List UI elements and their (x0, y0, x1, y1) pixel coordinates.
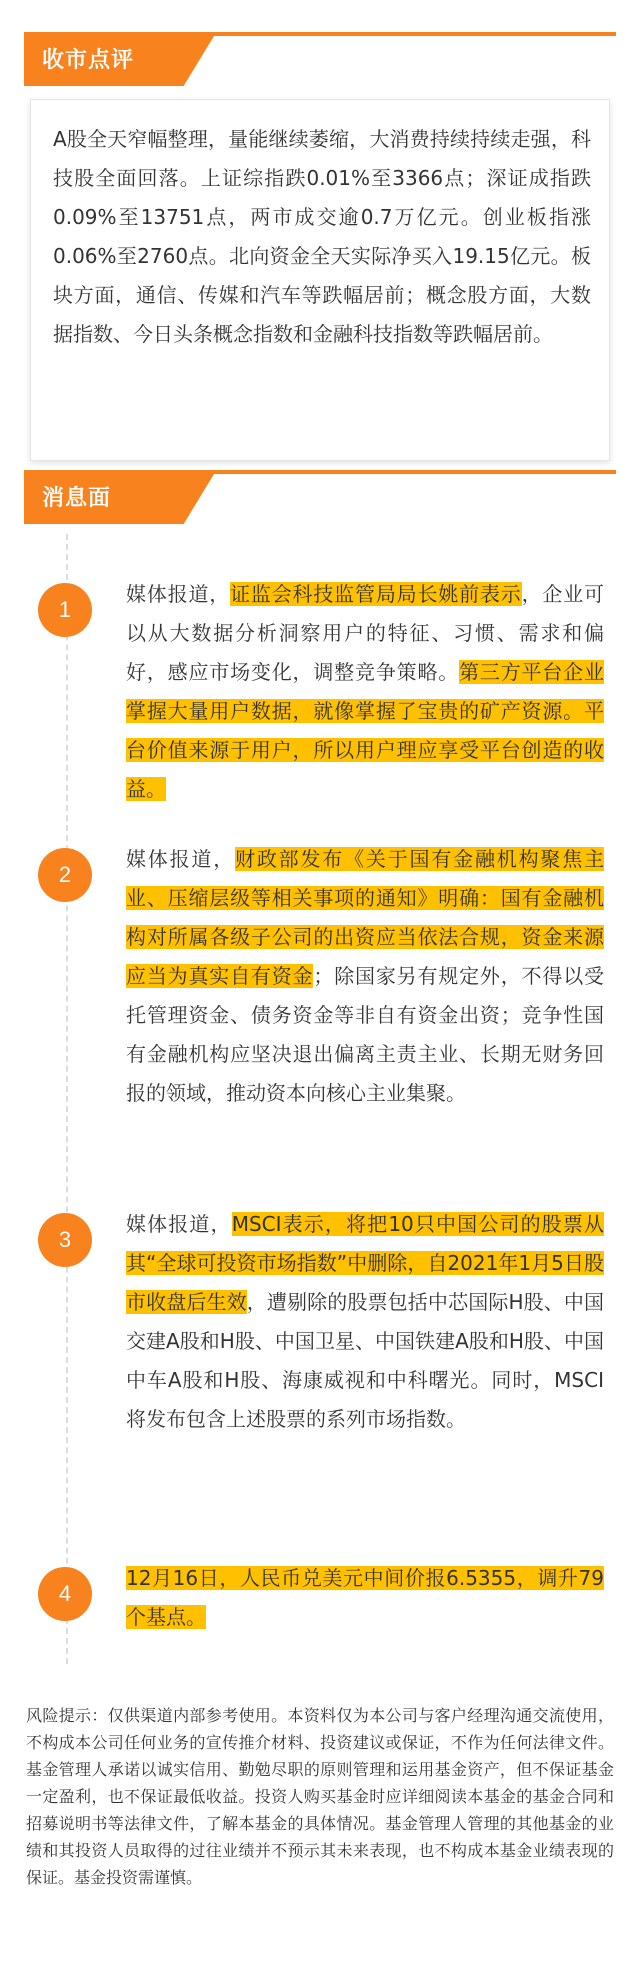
news-item-1 (126, 575, 604, 809)
news-text-segment: 媒体报道， (126, 582, 231, 606)
highlighted-text: 财政部发布《关于国有金融机构聚焦主业、压缩层级等相关事项的通知》明确：国有金融机构对所属各级子公司的出资应当依法合规，资金来源应当为真实自有资金 (126, 847, 605, 988)
news-text-segment: 媒体报道， (126, 1212, 232, 1236)
news-item-4 (126, 1559, 604, 1637)
highlighted-text: MSCI表示，将把10只中国公司的股票从其“全球可投资市场指数”中删除，自2021年1月5日股市收盘后生效 (126, 1212, 605, 1314)
market-review-text: A股全天窄幅整理，量能继续萎缩，大消费持续持续走强，科技股全面回落。上证综指跌0.01%至3366点；深证成指跌0.09%至13751点，两市成交逾0.7万亿元。创业板指涨0.06%至2760点。北向资金全天实际净买入19.15亿元。板块方面，通信、传媒和汽车等跌幅居前；概念股方面，大数据指数、今日头条概念指数和金融科技指数等跌幅居前。 (53, 127, 591, 346)
highlighted-text: 第三方平台企业掌握大量用户数据，就像掌握了宝贵的矿产资源。平台价值来源于用户，所以用户理应享受平台创造的收益。 (126, 660, 605, 801)
news-number-badge: 2 (38, 848, 92, 902)
news-number-badge: 3 (38, 1213, 92, 1267)
risk-disclaimer: 风险提示：仅供渠道内部参考使用。本资料仅为本公司与客户经理沟通交流使用，不构成本公司任何业务的宣传推介材料、投资建议或保证，不作为任何法律文件。基金管理人承诺以诚实信用、勤勉尽职的原则管理和运用基金资产，但不保证基金一定盈利，也不保证最低收益。投资人购买基金时应详细阅读本基金的基金合同和招募说明书等法律文件，了解本基金的具体情况。基金管理人管理的其他基金的业绩和其投资人员取得的过往业绩并不预示其未来表现，也不构成本基金业绩表现的保证。基金投资需谨慎。 (26, 1706, 614, 1887)
news-text-segment: ，企业可以从大数据分析洞察用户的特征、习惯、需求和偏好，感应市场变化，调整竞争策略。 (126, 582, 605, 684)
section-title-news: 消息面 (42, 486, 112, 511)
news-text-segment: ；除国家另有规定外，不得以受托管理资金、债务资金等非自有资金出资；竞争性国有金融机构应坚决退出偏离主责主业、长期无财务回报的领域，推动资本向核心主业集聚。 (126, 964, 605, 1105)
news-item-2 (126, 840, 604, 1113)
section-title-market-review: 收市点评 (42, 48, 135, 73)
news-number-badge: 4 (38, 1567, 92, 1621)
news-text-segment: 媒体报道， (126, 847, 236, 871)
news-item-3 (126, 1205, 604, 1439)
market-review-card (30, 99, 610, 461)
highlighted-text: 12月16日，人民币兑美元中间价报6.5355，调升79个基点。 (126, 1566, 604, 1629)
news-text-segment: ，遭剔除的股票包括中芯国际H股、中国交建A股和H股、中国卫星、中国铁建A股和H股、中国中车A股和H股、海康威视和中科曙光。同时，MSCI将发布包含上述股票的系列市场指数。 (126, 1290, 605, 1431)
news-number-badge: 1 (38, 583, 92, 637)
news-timeline-line (66, 534, 68, 1664)
section-divider-news (24, 470, 616, 474)
highlighted-text: 证监会科技监管局局长姚前表示 (230, 582, 522, 606)
